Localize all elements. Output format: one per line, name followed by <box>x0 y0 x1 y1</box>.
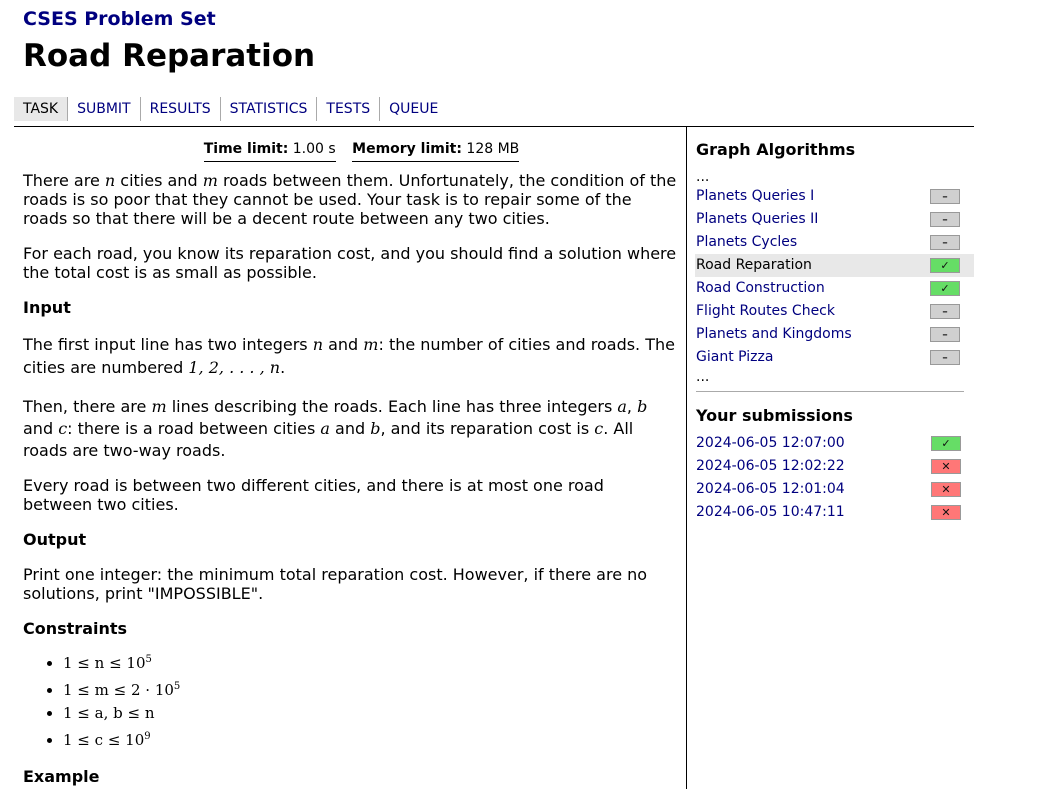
sidebar-task-item[interactable] <box>695 277 974 300</box>
sidebar-task-item[interactable] <box>695 323 974 346</box>
constraint-item: • $1 \le c \le 10^9$ <box>63 725 678 752</box>
task-status-icon: ✓ <box>930 281 960 296</box>
task-link[interactable]: Planets and Kingdoms <box>696 326 852 342</box>
task-status-icon: – <box>930 304 960 319</box>
sidebar-task-item[interactable] <box>695 208 974 231</box>
input-paragraph-1: The first input line has two integers n and m: the number of cities and roads. The cities are numbered 1, 2, . . . , n. <box>23 335 675 377</box>
task-nav <box>14 97 447 121</box>
constraint-item: • 1 ≤ a, b ≤ n <box>63 702 678 725</box>
constraint-item: • $1 \le m \le 2 \cdot 10^5$ <box>63 675 678 702</box>
more-tasks-above: ... <box>696 169 710 185</box>
submission-row[interactable] <box>696 478 974 501</box>
task-status-icon: – <box>930 350 960 365</box>
header-divider <box>14 126 974 127</box>
column-divider <box>686 127 687 789</box>
task-link[interactable]: Road Construction <box>696 280 825 296</box>
submission-row[interactable] <box>696 455 974 478</box>
site-title[interactable]: CSES Problem Set <box>23 8 216 30</box>
sidebar <box>696 140 974 524</box>
submission-status-icon: ✕ <box>931 482 961 497</box>
tab-task[interactable]: TASK <box>14 97 68 121</box>
task-status-icon: ✓ <box>930 258 960 273</box>
tab-tests[interactable]: TESTS <box>317 97 380 121</box>
submission-row[interactable] <box>696 432 974 455</box>
tab-queue[interactable]: QUEUE <box>389 101 439 117</box>
statement-paragraph-2: For each road, you know its reparation cost, and you should find a solution where the total cost is as small as possible. <box>23 244 677 282</box>
task-status-icon: – <box>930 235 960 250</box>
page-title: Road Reparation <box>23 38 316 74</box>
submission-link[interactable]: 2024-06-05 12:07:00 <box>696 435 845 451</box>
sidebar-task-item[interactable] <box>695 300 974 323</box>
memory-limit: Memory limit: 128 MB <box>352 140 519 162</box>
tab-statistics[interactable]: STATISTICS <box>221 97 318 121</box>
submission-link[interactable]: 2024-06-05 12:02:22 <box>696 458 845 474</box>
submission-status-icon: ✕ <box>931 459 961 474</box>
input-paragraph-3: Every road is between two different cities, and there is at most one road between two cities. <box>23 476 604 514</box>
task-status-icon: – <box>930 189 960 204</box>
sidebar-task-item[interactable] <box>695 185 974 208</box>
submission-status-icon: ✕ <box>931 505 961 520</box>
tab-results[interactable]: RESULTS <box>141 97 221 121</box>
task-link[interactable]: Giant Pizza <box>696 349 774 365</box>
sidebar-task-item[interactable] <box>695 231 974 254</box>
constraints-heading: Constraints <box>23 619 128 638</box>
output-paragraph: Print one integer: the minimum total reparation cost. However, if there are no solutions, print "IMPOSSIBLE". <box>23 565 648 603</box>
limits-bar <box>45 140 678 162</box>
submission-link[interactable]: 2024-06-05 10:47:11 <box>696 504 845 520</box>
sidebar-task-item[interactable] <box>695 346 974 369</box>
submission-link[interactable]: 2024-06-05 12:01:04 <box>696 481 845 497</box>
task-status-icon: – <box>930 327 960 342</box>
task-statement <box>23 140 678 786</box>
statement-paragraph-1: There are n cities and m roads between them. Unfortunately, the condition of the roads is so poor that they cannot be used. Your task is to repair some of the roads so that there will be a decent route between any two cities. <box>23 171 677 228</box>
input-paragraph-2: Then, there are m lines describing the roads. Each line has three integers a, b and c: there is a road between cities a and b, and its reparation cost is c. All roads are two-way roads. <box>23 397 648 460</box>
task-link[interactable]: Road Reparation <box>696 257 812 273</box>
tab-submit[interactable]: SUBMIT <box>68 97 141 121</box>
example-heading: Example <box>23 767 100 786</box>
more-tasks-below: ... <box>696 369 710 385</box>
submission-status-icon: ✓ <box>931 436 961 451</box>
sidebar-section-title: Graph Algorithms <box>696 140 856 159</box>
submissions-title: Your submissions <box>696 406 853 425</box>
task-link[interactable]: Planets Cycles <box>696 234 798 250</box>
constraint-item: • $1 \le n \le 10^5$ <box>63 648 678 675</box>
output-heading: Output <box>23 530 87 549</box>
constraints-list <box>23 648 678 752</box>
task-link[interactable]: Planets Queries I <box>696 188 815 204</box>
task-link[interactable]: Planets Queries II <box>696 211 819 227</box>
submissions-list <box>696 432 974 524</box>
task-link[interactable]: Flight Routes Check <box>696 303 835 319</box>
time-limit: Time limit: 1.00 s <box>204 140 336 162</box>
sidebar-task-item-current[interactable] <box>695 254 974 277</box>
sidebar-divider <box>696 391 964 392</box>
submission-row[interactable] <box>696 501 974 524</box>
input-heading: Input <box>23 298 71 317</box>
task-status-icon: – <box>930 212 960 227</box>
